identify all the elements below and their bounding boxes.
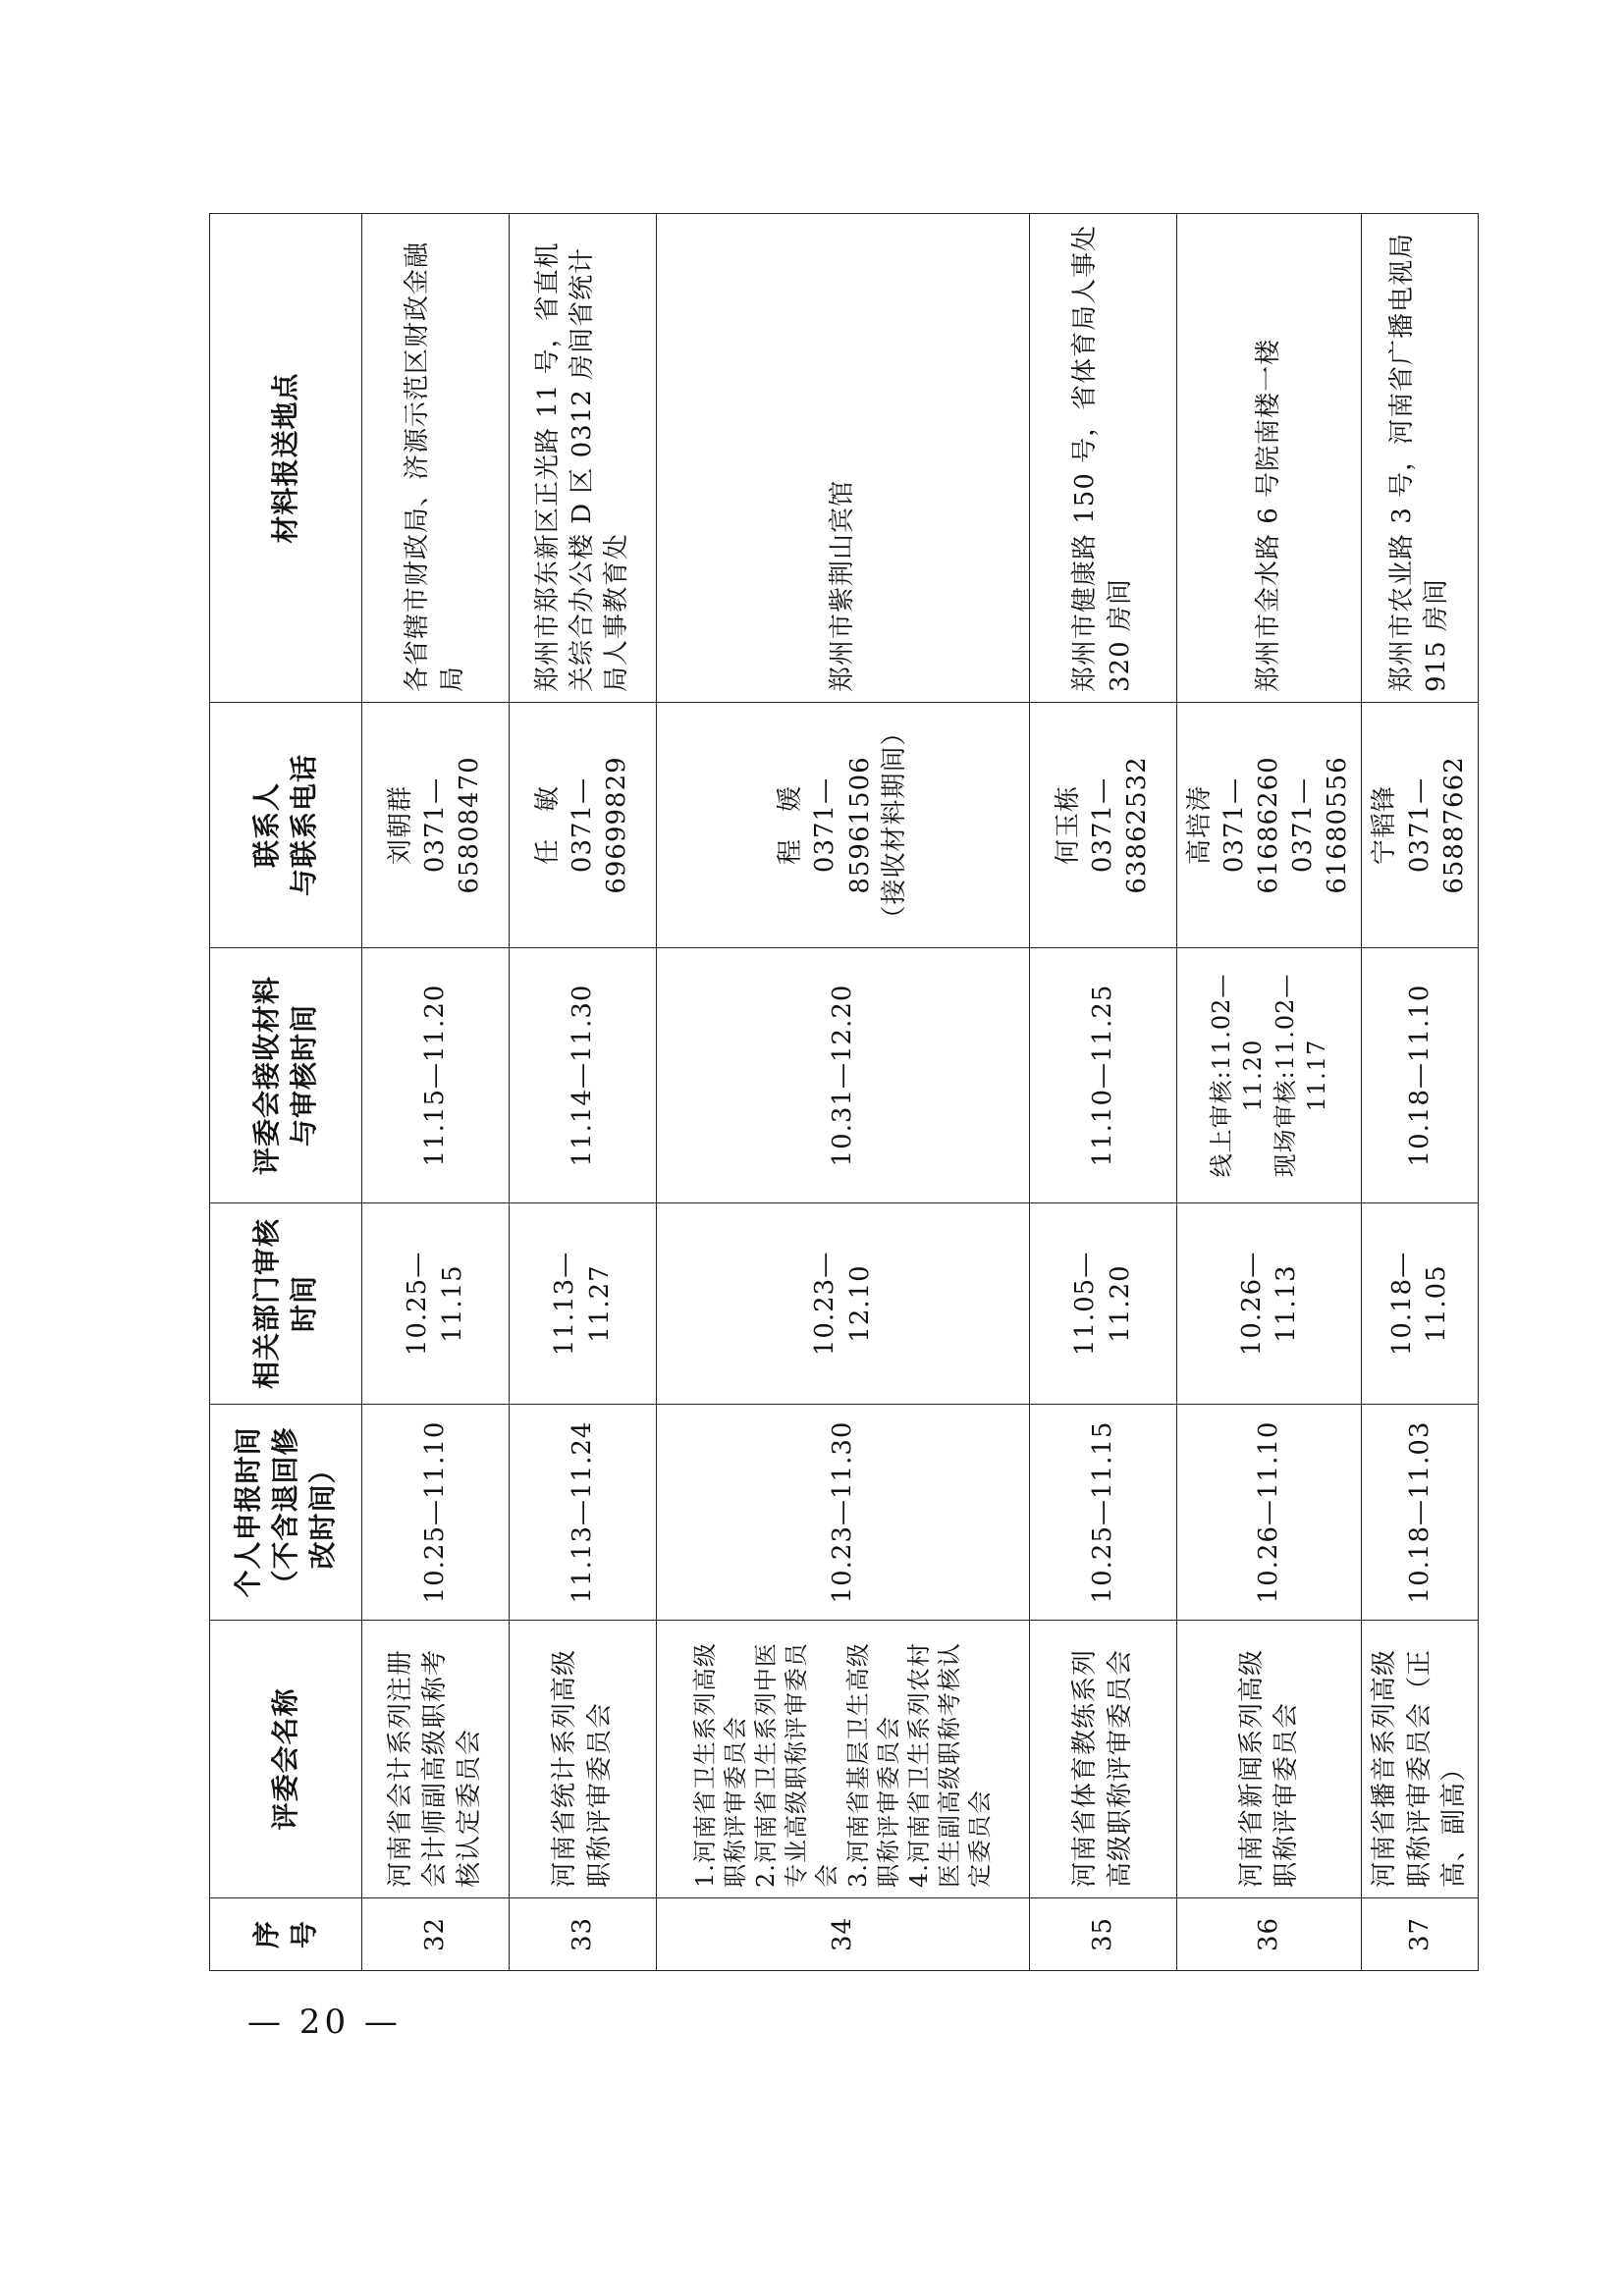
- cell-name: 河南省播音系列高级职称评审委员会（正高、副高）: [1362, 1621, 1478, 1898]
- header-dept: 相关部门审核 时间: [210, 1203, 362, 1405]
- cell-dept: 10.18—11.05: [1362, 1203, 1478, 1405]
- header-name: 评委会名称: [210, 1621, 362, 1898]
- cell-no: 35: [1030, 1898, 1177, 1971]
- cell-location: 郑州市健康路 150 号，省体育局人事处 320 房间: [1030, 214, 1177, 703]
- cell-contact: 任 敏 0371—69699829: [510, 703, 657, 948]
- header-review: 评委会接收材料 与审核时间: [210, 948, 362, 1203]
- header-location: 材料报送地点: [210, 214, 362, 703]
- cell-personal: 10.23—11.30: [657, 1405, 1030, 1621]
- cell-dept: 10.26—11.13: [1177, 1203, 1362, 1405]
- cell-dept: 11.05—11.20: [1030, 1203, 1177, 1405]
- cell-location: 郑州市金水路 6 号院南楼一楼: [1177, 214, 1362, 703]
- cell-location: 郑州市紫荆山宾馆: [657, 214, 1030, 703]
- cell-personal: 10.25—11.10: [362, 1405, 510, 1621]
- cell-personal: 11.13—11.24: [510, 1405, 657, 1621]
- header-contact: 联系人 与联系电话: [210, 703, 362, 948]
- table-row: [510, 214, 657, 1971]
- cell-contact: 刘朝群 0371—65808470: [362, 703, 510, 948]
- cell-personal: 10.25—11.15: [1030, 1405, 1177, 1621]
- cell-personal: 10.26—11.10: [1177, 1405, 1362, 1621]
- cell-contact: 高培涛 0371—61686260 0371—61680556: [1177, 703, 1362, 948]
- cell-contact: 何玉栋 0371—63862532: [1030, 703, 1177, 948]
- header-no: 序号: [210, 1898, 362, 1971]
- cell-name: 河南省统计系列高级职称评审委员会: [510, 1621, 657, 1898]
- cell-review: 线上审核:11.02—11.20 现场审核:11.02—11.17: [1177, 948, 1362, 1203]
- cell-location: 郑州市郑东新区正光路 11 号，省直机关综合办公楼 D 区 0312 房间省统计局人事教育处: [510, 214, 657, 703]
- page-number: — 20 —: [247, 2002, 402, 2042]
- review-schedule-table: [209, 213, 1479, 1971]
- rotated-table-container: [209, 214, 1469, 1971]
- cell-no: 34: [657, 1898, 1030, 1971]
- cell-personal: 10.18—11.03: [1362, 1405, 1478, 1621]
- cell-review: 10.18—11.10: [1362, 948, 1478, 1203]
- cell-name: 河南省会计系列注册会计师副高级职称考核认定委员会: [362, 1621, 510, 1898]
- cell-review: 11.14—11.30: [510, 948, 657, 1203]
- table-row: [657, 214, 1030, 1971]
- table-row: [1362, 214, 1478, 1971]
- cell-no: 36: [1177, 1898, 1362, 1971]
- cell-review: 11.10—11.25: [1030, 948, 1177, 1203]
- cell-dept: 10.23—12.10: [657, 1203, 1030, 1405]
- table-row: [1030, 214, 1177, 1971]
- cell-no: 32: [362, 1898, 510, 1971]
- cell-review: 11.15—11.20: [362, 948, 510, 1203]
- table-row: [1177, 214, 1362, 1971]
- cell-no: 33: [510, 1898, 657, 1971]
- cell-location: 各省辖市财政局、济源示范区财政金融局: [362, 214, 510, 703]
- cell-contact: 宁韬锋 0371—65887662: [1362, 703, 1478, 948]
- cell-name: 河南省体育教练系列高级职称评审委员会: [1030, 1621, 1177, 1898]
- cell-name: 1.河南省卫生系列高级职称评审委员会 2.河南省卫生系列中医专业高级职称评审委员会 3.河南省基层卫生高级职称评审委员会 4.河南省卫生系列农村医生副高级职称考核认定委员会: [657, 1621, 1030, 1898]
- cell-name: 河南省新闻系列高级职称评审委员会: [1177, 1621, 1362, 1898]
- table-row: [362, 214, 510, 1971]
- cell-dept: 10.25—11.15: [362, 1203, 510, 1405]
- cell-contact: 程 媛 0371—85961506 （接收材料期间）: [657, 703, 1030, 948]
- cell-location: 郑州市农业路 3 号，河南省广播电视局 915 房间: [1362, 214, 1478, 703]
- cell-no: 37: [1362, 1898, 1478, 1971]
- table-header-row: [210, 214, 362, 1971]
- cell-dept: 11.13—11.27: [510, 1203, 657, 1405]
- cell-review: 10.31—12.20: [657, 948, 1030, 1203]
- header-personal: 个人申报时间 （不含退回修改时间）: [210, 1405, 362, 1621]
